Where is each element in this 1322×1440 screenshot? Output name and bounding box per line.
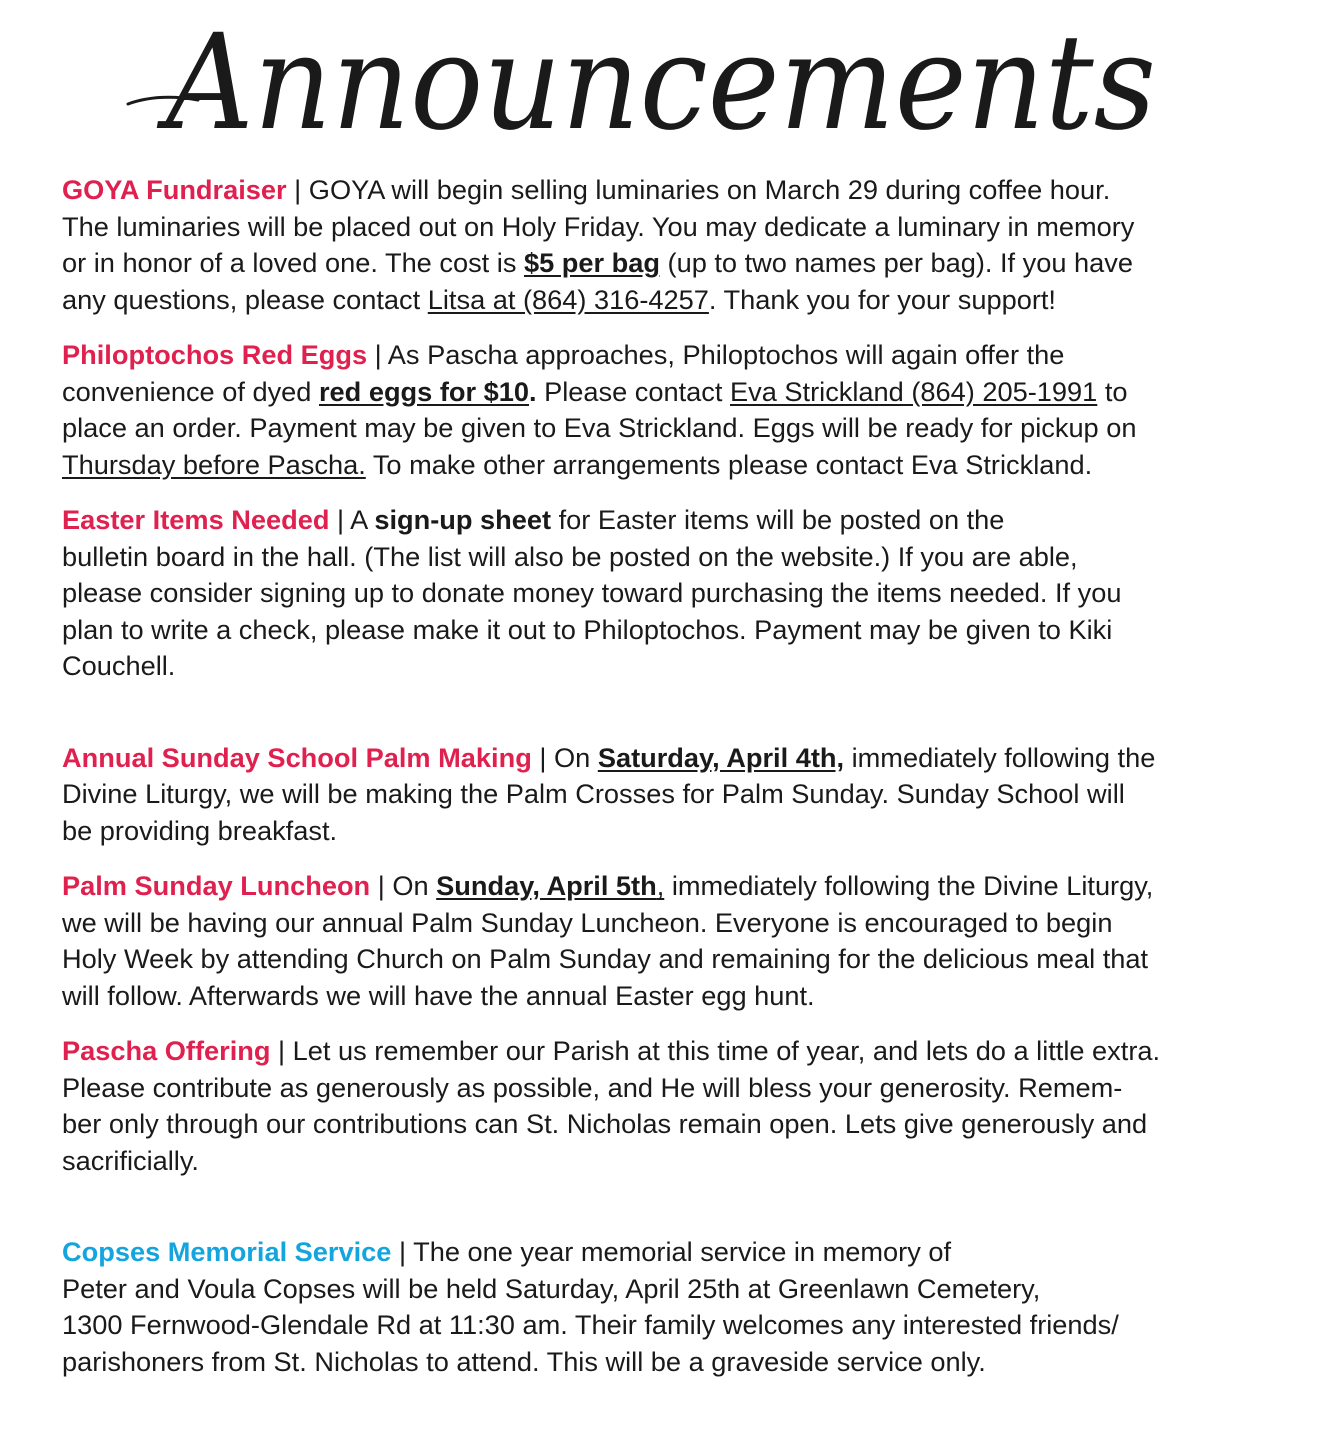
- announcement-text: parishoners from St. Nicholas to attend. This will be a graveside service only.: [62, 1345, 986, 1377]
- announcement-line: [62, 1271, 1302, 1308]
- announcement-text: | Let us remember our Parish at this time of year, and lets do a little extra.: [270, 1035, 1161, 1066]
- announcement-item: [62, 337, 1302, 483]
- announcement-line: [62, 447, 1302, 484]
- page-title-text: Announcements: [155, 6, 1156, 160]
- announcement-heading: Copses Memorial Service: [62, 1236, 392, 1267]
- announcement-text: to: [1097, 375, 1128, 407]
- announcement-text: | GOYA will begin selling luminaries on March 29 during coffee hour.: [286, 174, 1111, 205]
- announcement-text: .: [529, 375, 537, 407]
- announcement-line: [62, 941, 1302, 978]
- announcement-line: [62, 282, 1302, 319]
- announcement-text: sacrificially.: [62, 1144, 199, 1176]
- script-title-lettering: [0, 0, 1322, 170]
- announcement-line: [62, 978, 1302, 1015]
- announcement-line: [62, 410, 1302, 447]
- announcement-text: for Easter items will be posted on the: [551, 504, 1005, 535]
- announcement-heading: Annual Sunday School Palm Making: [62, 741, 532, 773]
- announcement-heading: Pascha Offering: [62, 1035, 271, 1066]
- announcement-text: | On: [531, 741, 598, 773]
- announcement-text: Please contact: [536, 375, 731, 407]
- announcement-heading: Easter Items Needed: [62, 504, 330, 535]
- announcement-text: immediately following the Divine Liturgy,: [664, 870, 1154, 901]
- announcement-text: place an order. Payment may be given to Eva Strickland. Eggs will be ready for pickup on: [62, 412, 1137, 443]
- announcement-text: red eggs for $10: [318, 375, 529, 407]
- announcement-text: Please contribute as generously as possible, and He will bless your generosity. Remem-: [62, 1071, 1123, 1103]
- announcement-item: [62, 172, 1302, 318]
- announcement-text: Saturday, April 4th,: [597, 741, 845, 773]
- announcement-text: | A: [329, 504, 375, 535]
- announcement-line: [62, 868, 1302, 905]
- announcement-line: [62, 648, 1302, 685]
- announcement-text: $5 per bag: [523, 247, 660, 278]
- announcement-text: . Thank you for your support!: [708, 283, 1056, 315]
- announcement-text: (up to two names per bag). If you have: [659, 247, 1133, 278]
- announcement-text: Thursday before Pascha.: [62, 448, 366, 480]
- announcement-text: will follow. Afterwards we will have the annual Easter egg hunt.: [62, 979, 815, 1011]
- announcement-line: [62, 1033, 1302, 1070]
- announcement-line: [62, 1234, 1302, 1271]
- page-title: [0, 0, 1322, 170]
- announcement-text: To make other arrangements please contact Eva Strickland.: [365, 448, 1093, 480]
- announcement-line: [62, 740, 1302, 777]
- announcement-line: [62, 1070, 1302, 1107]
- announcement-line: [62, 209, 1302, 246]
- announcement-heading: GOYA Fundraiser: [62, 174, 287, 205]
- announcement-item: [62, 502, 1302, 685]
- announcement-text: convenience of dyed: [62, 375, 319, 407]
- announcement-line: [62, 374, 1302, 411]
- announcement-line: [62, 337, 1302, 374]
- announcement-text: sign-up sheet: [374, 504, 552, 535]
- announcement-text: please consider signing up to donate money toward purchasing the items needed. If you: [62, 577, 1122, 608]
- announcement-text: Eva Strickland (864) 205-1991: [730, 375, 1098, 407]
- announcement-text: immediately following the: [844, 741, 1156, 773]
- announcement-text: be providing breakfast.: [62, 814, 338, 846]
- announcement-text: Peter and Voula Copses will be held Saturday, April 25th at Greenlawn Cemetery,: [62, 1272, 1041, 1304]
- announcement-line: [62, 1143, 1302, 1180]
- announcement-text: 1300 Fernwood-Glendale Rd at 11:30 am. Their family welcomes any interested friends/: [62, 1309, 1119, 1340]
- announcement-text: ber only through our contributions can St. Nicholas remain open. Lets give generously and: [62, 1108, 1148, 1139]
- announcement-text: Holy Week by attending Church on Palm Sunday and remaining for the delicious meal that: [62, 943, 1149, 974]
- announcement-line: [62, 776, 1302, 813]
- announcement-item: [62, 868, 1302, 1014]
- announcement-line: [62, 245, 1302, 282]
- announcement-line: [62, 575, 1302, 612]
- announcement-text: Litsa at (864) 316-4257: [427, 283, 709, 315]
- announcement-text: | As Pascha approaches, Philoptochos will again offer the: [367, 339, 1065, 370]
- announcement-heading: Palm Sunday Luncheon: [62, 870, 371, 901]
- announcement-text: Sunday, April 5th: [436, 870, 657, 901]
- announcement-line: [62, 1344, 1302, 1381]
- announcement-text: bulletin board in the hall. (The list will also be posted on the website.) If you are able,: [62, 540, 1078, 572]
- announcement-item: [62, 1234, 1302, 1380]
- announcement-line: [62, 612, 1302, 649]
- announcement-line: [62, 502, 1302, 539]
- announcement-text: or in honor of a loved one. The cost is: [62, 247, 524, 278]
- announcements-list: [62, 172, 1302, 1380]
- announcement-text: Couchell.: [62, 650, 176, 681]
- announcement-line: [62, 539, 1302, 576]
- announcement-text: | The one year memorial service in memory of: [391, 1236, 952, 1267]
- announcement-line: [62, 1307, 1302, 1344]
- announcement-line: [62, 172, 1302, 209]
- announcement-line: [62, 813, 1302, 850]
- announcement-text: Divine Liturgy, we will be making the Palm Crosses for Palm Sunday. Sunday School will: [62, 778, 1125, 809]
- announcement-text: we will be having our annual Palm Sunday Luncheon. Everyone is encouraged to begin: [62, 906, 1113, 938]
- announcement-text: | On: [370, 870, 437, 901]
- announcement-item: [62, 740, 1302, 850]
- announcement-item: [62, 1033, 1302, 1179]
- announcement-line: [62, 1106, 1302, 1143]
- announcement-text: The luminaries will be placed out on Holy Friday. You may dedicate a luminary in memory: [62, 210, 1135, 242]
- announcement-heading: Philoptochos Red Eggs: [62, 339, 368, 370]
- announcement-text: plan to write a check, please make it out to Philoptochos. Payment may be given to Kiki: [62, 613, 1113, 645]
- announcement-text: ,: [656, 870, 665, 901]
- announcement-line: [62, 905, 1302, 942]
- announcement-text: any questions, please contact: [62, 283, 428, 315]
